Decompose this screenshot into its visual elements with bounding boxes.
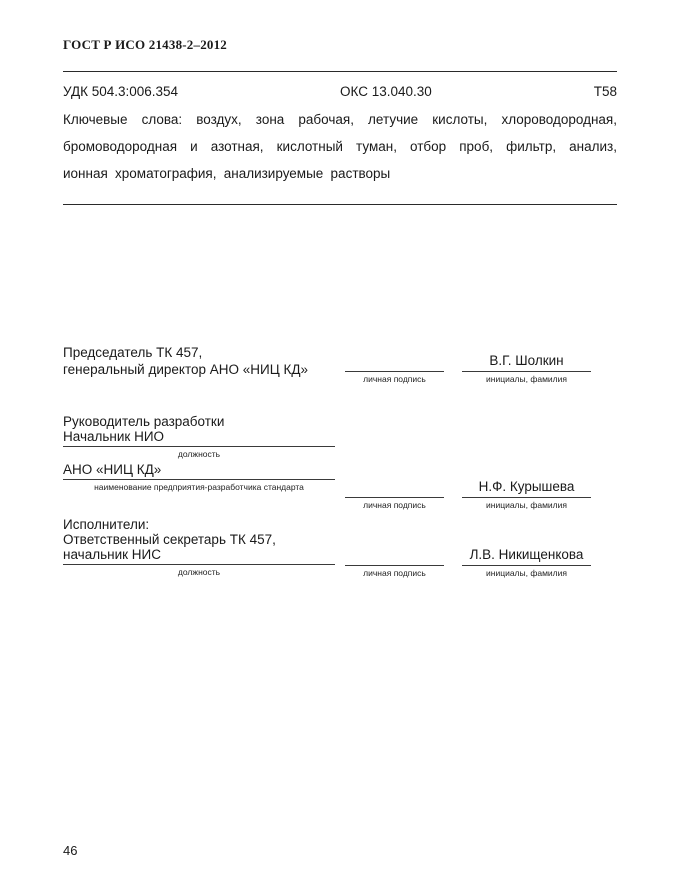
signature-caption: личная подпись (363, 374, 426, 384)
signature-block-1-title (63, 344, 343, 378)
signature-block-3-left (63, 517, 335, 577)
position-caption: должность (177, 567, 221, 577)
signature-caption: личная подпись (363, 500, 426, 510)
developer-org-caption: наименование предприятия-разработчика стандарта (94, 482, 304, 492)
doc-header: ГОСТ Р ИСО 21438-2–2012 (63, 37, 228, 52)
sig2-org: АНО «НИЦ КД» (63, 462, 335, 480)
sig2-title-line1: Руководитель разработки (63, 414, 225, 429)
sig1-signature-area (345, 353, 444, 384)
sig3-name-area (462, 547, 591, 578)
sig2-signature-area (345, 479, 444, 510)
udk-code: УДК 504.3:006.354 (63, 84, 179, 99)
signature-block-2-left (63, 414, 335, 492)
position-caption: должность (177, 449, 221, 459)
sig2-title-line2: Начальник НИО (63, 429, 335, 447)
name-caption: инициалы, фамилия (486, 500, 567, 510)
signature-line (345, 547, 444, 566)
signature-caption: личная подпись (363, 568, 426, 578)
sig1-title-line1: Председатель ТК 457, (63, 345, 203, 360)
horizontal-rule-bottom (63, 204, 617, 205)
sig3-title-line2: Ответственный секретарь ТК 457, (63, 532, 276, 547)
sig1-title-line2: генеральный директор АНО «НИЦ КД» (63, 362, 308, 377)
signature-line (345, 479, 444, 498)
sig1-name-area (462, 353, 591, 384)
name-caption: инициалы, фамилия (486, 568, 567, 578)
keywords-paragraph: Ключевые слова: воздух, зона рабочая, летучие кислоты, хлороводородная, бромоводородная и азотная, кислотный туман, отбор проб, фильтр, анализ, ионная хроматография, анализируемые растворы (63, 112, 617, 181)
classifier-code: Т58 (593, 84, 617, 99)
codes-row (63, 84, 617, 99)
sig3-title-line1: Исполнители: (63, 517, 150, 532)
sig3-title-line3: начальник НИС (63, 547, 335, 565)
signatory-name: Л.В. Никищенкова (462, 547, 591, 566)
signatory-name: В.Г. Шолкин (462, 353, 591, 372)
signature-line (345, 353, 444, 372)
page-number: 46 (63, 843, 78, 858)
sig3-signature-area (345, 547, 444, 578)
horizontal-rule-top (63, 71, 617, 72)
oks-code: ОКС 13.040.30 (340, 84, 432, 99)
sig2-name-area (462, 479, 591, 510)
signatory-name: Н.Ф. Курышева (462, 479, 591, 498)
name-caption: инициалы, фамилия (486, 374, 567, 384)
